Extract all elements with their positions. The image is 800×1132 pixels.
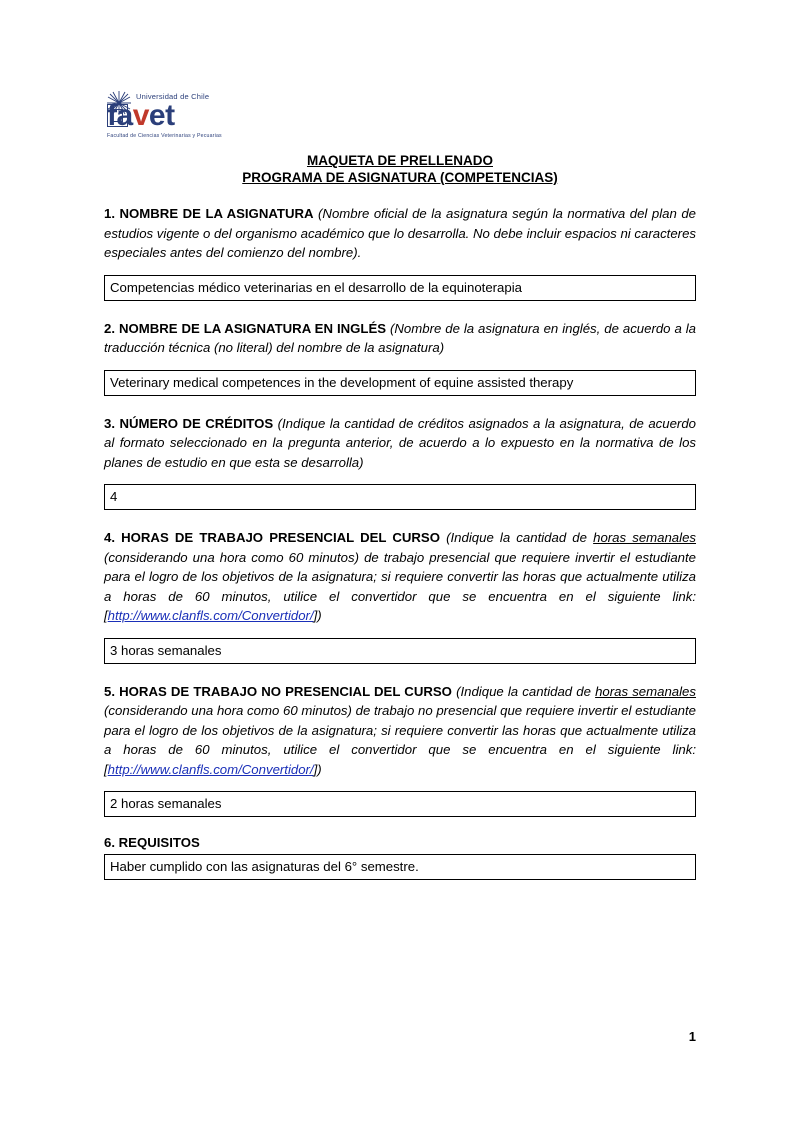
logo-wordmark: favet — [107, 99, 175, 132]
logo-university-text: Universidad de Chile — [136, 92, 210, 101]
section-5-answer[interactable]: 2 horas semanales — [104, 791, 696, 817]
section-4-answer[interactable]: 3 horas semanales — [104, 638, 696, 664]
section-5-hint-a: (Indique la cantidad de — [456, 683, 591, 699]
section-5-link[interactable]: http://www.clanfls.com/Convertidor/ — [107, 761, 314, 777]
section-5-link-close: ]) — [313, 761, 322, 777]
section-1-answer[interactable]: Competencias médico veterinarias en el desarrollo de la equinoterapia — [104, 275, 696, 301]
section-nombre-ingles — [104, 319, 696, 358]
section-4-hint-a: (Indique la cantidad de — [446, 530, 587, 545]
favet-logo — [104, 88, 304, 146]
section-5-link-open: [ — [104, 761, 108, 777]
section-4-heading: 4. HORAS DE TRABAJO PRESENCIAL DEL CURSO — [104, 530, 440, 545]
section-2-heading: 2. NOMBRE DE LA ASIGNATURA EN INGLÉS — [104, 320, 387, 336]
logo-faculty-text: Facultad de Ciencias Veterinarias y Pecuarias — [107, 133, 222, 139]
section-4-link-close: ]) — [313, 608, 322, 623]
section-4-hint-underline: horas semanales — [593, 530, 697, 545]
section-2-hint: (Nombre de la asignatura en inglés, de acuerdo a la traducción técnica (no literal) del nombre de la asignatura) — [104, 320, 697, 355]
section-1-hint: (Nombre oficial de la asignatura según la normativa del plan de estudios vigente o del organismo académico que lo desarrolla. No debe incluir espacios ni caracteres especiales antes del comienzo del nombre). — [104, 206, 696, 260]
section-horas-presencial — [104, 528, 696, 626]
section-6-heading: 6. REQUISITOS — [104, 835, 200, 850]
section-5-hint-b: (considerando una hora como 60 minutos) de trabajo no presencial que requiere invertir el estudiante para el logro de los objetivos de la asignatura; si requiere convertir las horas que actualmente utiliza a horas de 60 minutos, utilice el convertidor que se encuentra en el siguiente link: — [104, 703, 696, 757]
section-3-answer[interactable]: 4 — [104, 484, 696, 510]
page-number: 1 — [688, 1029, 696, 1044]
section-horas-no-presencial — [104, 682, 696, 780]
section-6-answer[interactable]: Haber cumplido con las asignaturas del 6° semestre. — [104, 854, 696, 880]
section-5-heading: 5. HORAS DE TRABAJO NO PRESENCIAL DEL CURSO — [104, 683, 452, 699]
section-2-answer[interactable]: Veterinary medical competences in the development of equine assisted therapy — [104, 370, 696, 396]
section-1-heading: 1. NOMBRE DE LA ASIGNATURA — [104, 206, 314, 221]
section-4-link[interactable]: http://www.clanfls.com/Convertidor/ — [107, 608, 314, 623]
logo-emblem-box — [107, 104, 128, 127]
section-4-hint-b: (considerando una hora como 60 minutos) de trabajo presencial que requiere invertir el estudiante para el logro de los objetivos de la asignatura; si requiere convertir las horas que actualmente utiliza a horas de 60 minutos, utilice el convertidor que se encuentra en el siguiente link: — [104, 549, 696, 604]
section-numero-creditos — [104, 414, 696, 473]
section-5-hint-underline: horas semanales — [595, 683, 696, 699]
section-nombre-asignatura — [104, 204, 696, 263]
page-title — [104, 152, 696, 186]
section-3-hint: (Indique la cantidad de créditos asignados a la asignatura, de acuerdo al formato seleccionado en la pregunta anterior, de acuerdo a lo expuesto en la normativa de los planes de estudio en que esta se desarrolla) — [104, 415, 696, 470]
section-3-heading: 3. NÚMERO DE CRÉDITOS — [104, 415, 274, 431]
page-title-line-1: MAQUETA DE PRELLENADO — [306, 153, 493, 168]
page-title-line-2: PROGRAMA DE ASIGNATURA (COMPETENCIAS) — [242, 170, 558, 185]
section-4-link-open: [ — [104, 608, 108, 623]
